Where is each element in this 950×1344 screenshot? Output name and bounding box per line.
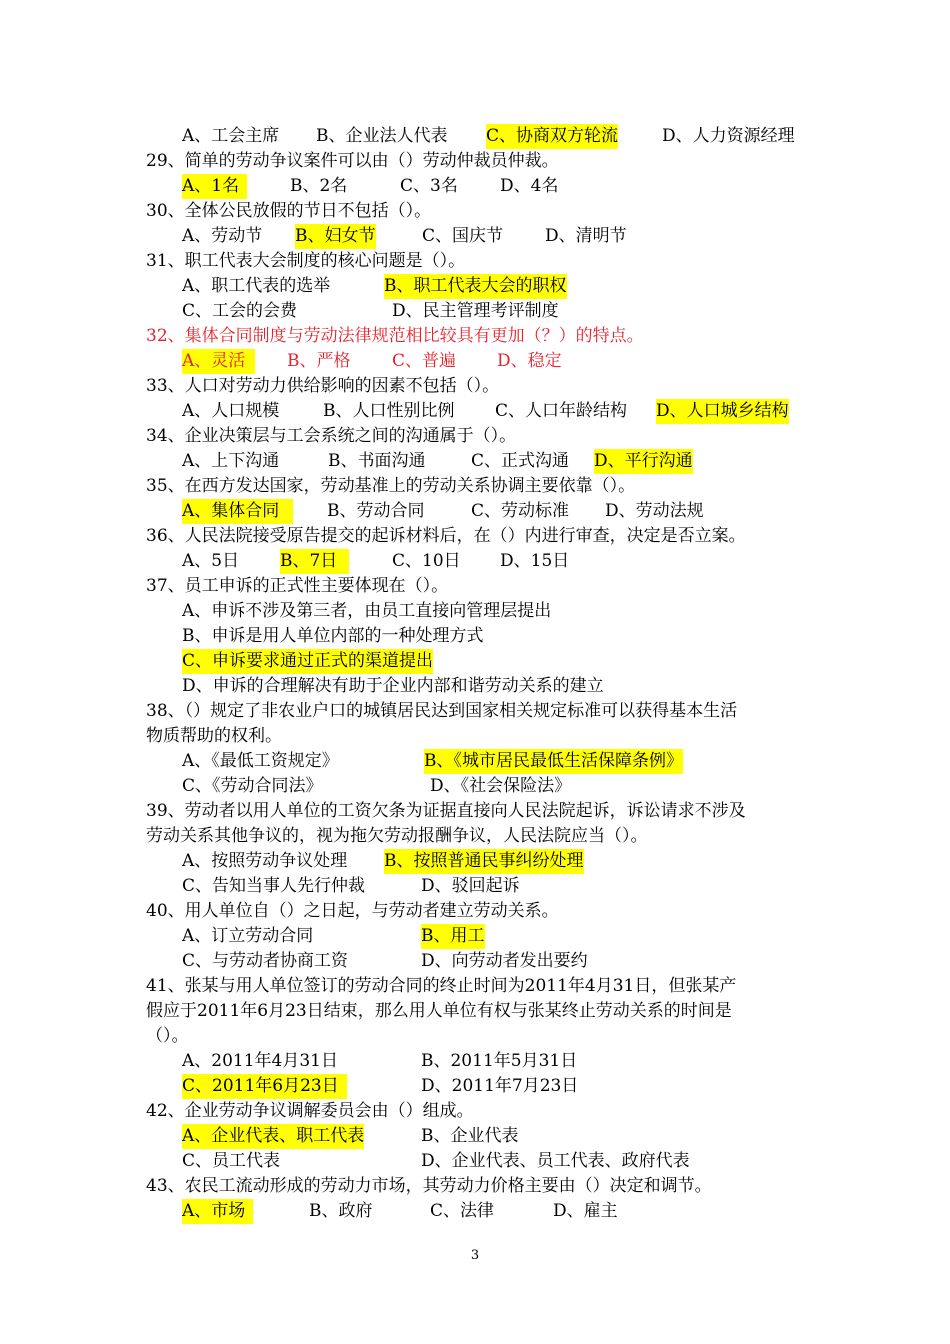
question-text: 36、人民法院接受原告提交的起诉材料后，在（）内进行审查，决定是否立案。: [146, 526, 746, 546]
question-text: 劳动关系其他争议的，视为拖欠劳动报酬争议，人民法院应当（）。: [146, 826, 648, 846]
answer-option: D、民主管理考评制度: [392, 301, 559, 321]
question-text: 40、用人单位自（）之日起，与劳动者建立劳动关系。: [146, 901, 559, 921]
text-line: [0, 174, 950, 199]
text-line: [0, 899, 950, 924]
question-text: 37、员工申诉的正式性主要体现在（）。: [146, 576, 449, 596]
answer-option: A、上下沟通: [182, 451, 280, 471]
answer-option: C、与劳动者协商工资: [182, 951, 349, 971]
highlighted-answer: B、《城市居民最低生活保障条例》: [424, 749, 683, 774]
text-line: [0, 124, 950, 149]
answer-option: B、2名: [290, 176, 348, 196]
question-text: D、申诉的合理解决有助于企业内部和谐劳动关系的建立: [182, 676, 604, 696]
answer-option: C、劳动标准: [471, 501, 570, 521]
question-text: 39、劳动者以用人单位的工资欠条为证据直接向人民法院起诉，诉讼请求不涉及: [146, 801, 746, 821]
question-text: 31、职工代表大会制度的核心问题是（）。: [146, 251, 466, 271]
answer-option: D、《社会保险法》: [430, 776, 572, 796]
answer-option: D、人力资源经理: [662, 126, 795, 146]
text-line: [0, 1099, 950, 1124]
highlighted-answer: B、7日: [280, 549, 349, 574]
answer-option: C、人口年龄结构: [495, 401, 628, 421]
highlighted-answer: B、妇女节: [295, 224, 376, 249]
highlighted-answer: B、职工代表大会的职权: [384, 274, 567, 299]
answer-option: D、4名: [500, 176, 559, 196]
highlighted-answer: A、市场: [182, 1199, 253, 1224]
answer-option: D、劳动法规: [605, 501, 704, 521]
text-line: [0, 299, 950, 324]
answer-option: B、企业代表: [421, 1126, 519, 1146]
highlighted-answer: A、1名: [182, 174, 247, 199]
text-line: [0, 699, 950, 724]
answer-option: A、工会主席: [182, 126, 280, 146]
text-line: [0, 799, 950, 824]
text-line: [0, 199, 950, 224]
answer-option: D、驳回起诉: [421, 876, 520, 896]
text-line: [0, 649, 950, 674]
question-text: 假应于2011年6月23日结束，那么用人单位有权与张某终止劳动关系的时间是: [146, 1001, 732, 1021]
highlighted-answer: B、用工: [421, 924, 485, 949]
question-text: A、申诉不涉及第三者，由员工直接向管理层提出: [182, 601, 552, 621]
text-line: [0, 624, 950, 649]
question-text: 33、人口对劳动力供给影响的因素不包括（）。: [146, 376, 500, 396]
highlighted-answer: D、人口城乡结构: [656, 399, 789, 424]
answer-option: A、人口规模: [182, 401, 280, 421]
text-line: [0, 674, 950, 699]
question-text: 35、在西方发达国家，劳动基准上的劳动关系协调主要依靠（）。: [146, 476, 636, 496]
highlighted-answer: D、平行沟通: [594, 449, 693, 474]
text-line: [0, 824, 950, 849]
answer-option: A、劳动节: [182, 226, 263, 246]
question-text: 42、企业劳动争议调解委员会由（）组成。: [146, 1101, 474, 1121]
text-line: [0, 849, 950, 874]
answer-option: A、订立劳动合同: [182, 926, 314, 946]
answer-option: D、向劳动者发出要约: [421, 951, 588, 971]
highlighted-answer: C、2011年6月23日: [182, 1074, 347, 1099]
text-line: [0, 749, 950, 774]
text-line: [0, 1124, 950, 1149]
text-line: [0, 224, 950, 249]
text-line: [0, 524, 950, 549]
answer-option: C、法律: [430, 1201, 495, 1221]
highlighted-answer: B、按照普通民事纠纷处理: [384, 849, 584, 874]
answer-option: B、2011年5月31日: [421, 1051, 578, 1071]
answer-option: B、严格: [287, 351, 351, 371]
question-text: B、申诉是用人单位内部的一种处理方式: [182, 626, 484, 646]
text-line: [0, 974, 950, 999]
answer-option: D、15日: [500, 551, 570, 571]
answer-option: A、2011年4月31日: [182, 1051, 338, 1071]
text-line: [0, 424, 950, 449]
text-line: [0, 474, 950, 499]
text-line: [0, 449, 950, 474]
question-text: 34、企业决策层与工会系统之间的沟通属于（）。: [146, 426, 517, 446]
question-text: 41、张某与用人单位签订的劳动合同的终止时间为2011年4月31日，但张某产: [146, 976, 737, 996]
text-line: [0, 724, 950, 749]
answer-option: A、《最低工资规定》: [182, 751, 339, 771]
answer-option: D、稳定: [497, 351, 562, 371]
answer-option: C、3名: [400, 176, 458, 196]
text-line: [0, 249, 950, 274]
text-line: [0, 1199, 950, 1224]
text-line: [0, 574, 950, 599]
text-line: [0, 324, 950, 349]
answer-option: D、雇主: [553, 1201, 618, 1221]
text-line: [0, 399, 950, 424]
answer-option: D、企业代表、员工代表、政府代表: [421, 1151, 690, 1171]
highlighted-answer: A、企业代表、职工代表: [182, 1124, 364, 1149]
answer-option: C、告知当事人先行仲裁: [182, 876, 366, 896]
text-line: [0, 549, 950, 574]
answer-option: A、职工代表的选举: [182, 276, 331, 296]
answer-option: D、2011年7月23日: [421, 1076, 579, 1096]
answer-option: C、《劳动合同法》: [182, 776, 323, 796]
answer-option: C、国庆节: [422, 226, 504, 246]
text-line: [0, 149, 950, 174]
question-text: 物质帮助的权利。: [146, 726, 282, 746]
text-line: [0, 1074, 950, 1099]
text-line: [0, 949, 950, 974]
answer-option: C、员工代表: [182, 1151, 281, 1171]
text-line: [0, 999, 950, 1024]
text-line: [0, 274, 950, 299]
question-text: 43、农民工流动形成的劳动力市场，其劳动力价格主要由（）决定和调节。: [146, 1176, 712, 1196]
text-line: [0, 1149, 950, 1174]
answer-option: B、劳动合同: [327, 501, 425, 521]
question-text: （）。: [146, 1026, 189, 1046]
answer-option: C、工会的会费: [182, 301, 298, 321]
answer-option: A、5日: [182, 551, 240, 571]
text-line: [0, 1024, 950, 1049]
answer-option: D、清明节: [545, 226, 627, 246]
answer-option: B、企业法人代表: [316, 126, 448, 146]
question-text: 32、集体合同制度与劳动法律规范相比较具有更加（？）的特点。: [146, 326, 644, 346]
text-line: [0, 1049, 950, 1074]
text-line: [0, 374, 950, 399]
highlighted-answer: C、申诉要求通过正式的渠道提出: [182, 649, 433, 674]
text-line: [0, 1174, 950, 1199]
highlighted-answer: C、协商双方轮流: [486, 124, 618, 149]
answer-option: C、10日: [392, 551, 461, 571]
answer-option: C、普遍: [392, 351, 457, 371]
page-number: 3: [470, 1248, 480, 1263]
text-line: [0, 499, 950, 524]
answer-option: A、按照劳动争议处理: [182, 851, 348, 871]
highlighted-answer: A、集体合同: [182, 499, 293, 524]
text-line: [0, 774, 950, 799]
text-line: [0, 349, 950, 374]
highlighted-answer: A、灵活: [182, 349, 255, 374]
question-text: 29、简单的劳动争议案件可以由（）劳动仲裁员仲裁。: [146, 151, 559, 171]
answer-option: B、政府: [309, 1201, 373, 1221]
answer-option: B、人口性别比例: [323, 401, 455, 421]
text-line: [0, 874, 950, 899]
answer-option: B、书面沟通: [328, 451, 426, 471]
question-text: 30、全体公民放假的节日不包括（）。: [146, 201, 432, 221]
text-line: [0, 599, 950, 624]
question-text: 38、（）规定了非农业户口的城镇居民达到国家相关规定标准可以获得基本生活: [146, 701, 738, 721]
answer-option: C、正式沟通: [471, 451, 570, 471]
text-line: [0, 924, 950, 949]
